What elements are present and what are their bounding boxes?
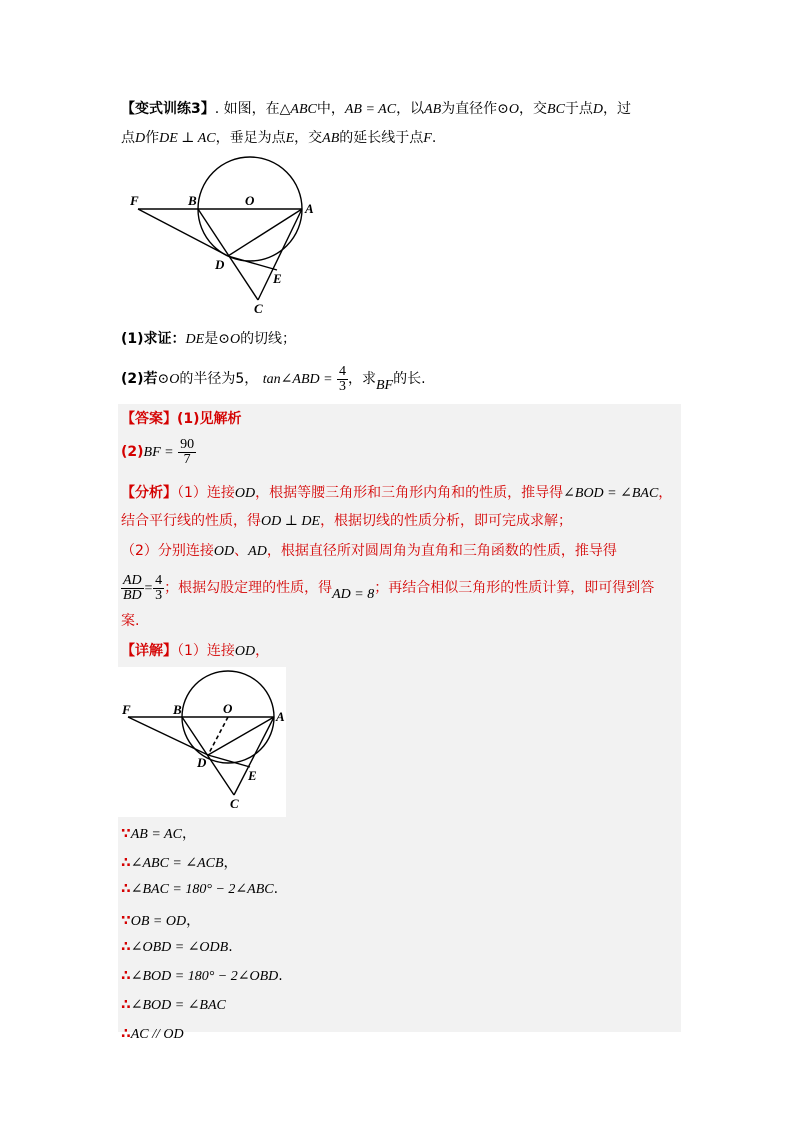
detail-step: ∴AC // OD — [121, 1026, 184, 1042]
detail-step: ∵AB = AC， — [121, 826, 196, 842]
detail-step: ∴∠BOD = 180° − 2∠OBD. — [121, 968, 283, 984]
detail-step: ∴∠BAC = 180° − 2∠ABC. — [121, 881, 279, 897]
problem-line-1: 【变式训练3】. 如图，在△ABC中，AB = AC，以AB为直径作⊙O，交BC于点D，过 — [121, 101, 632, 117]
analysis-line-2: 结合平行线的性质，得OD ⊥ DE，根据切线的性质分析，即可完成求解； — [121, 513, 573, 529]
label-a-2: A — [276, 709, 285, 724]
analysis-line-4: $\frac{AD}{BD}$ = $\frac{4}{3}$ ；根据勾股定理的性质，得AD = 8；再结合相似三角形的性质计算，即可得到答 — [123, 572, 655, 603]
four-thirds-fraction: $\frac{4}{3}$ — [155, 572, 163, 603]
label-f-2: F — [122, 702, 131, 717]
problem-tag: 【变式训练3】 — [121, 101, 215, 117]
label-f: F — [130, 193, 139, 208]
line-de — [228, 256, 277, 270]
geometry-figure-2 — [118, 667, 286, 817]
geometry-figure-1 — [125, 155, 325, 315]
label-e-2: E — [248, 768, 257, 783]
problem-line-2: 点D作DE ⊥ AC，垂足为点E，交AB的延长线于点F. — [121, 130, 437, 146]
detail-step: ∵OB = OD， — [121, 913, 201, 929]
answer-line-2: (2)BF = $\frac{90}{7}$ — [121, 436, 195, 467]
label-o-2: O — [223, 701, 233, 716]
detail-step: ∴∠OBD = ∠ODB. — [121, 939, 233, 955]
label-b-2: B — [173, 702, 182, 717]
answer-tag: 【答案】 — [121, 411, 177, 427]
answer-line-1: 【答案】(1)见解析 — [121, 411, 242, 427]
bf-fraction: $\frac{90}{7}$ — [180, 436, 195, 467]
question-2: (2)若⊙O的半径为5， tan∠ABD = $\frac{4}{3}$ ，求BF的长. — [121, 363, 426, 394]
label-o: O — [245, 193, 255, 208]
label-d: D — [215, 257, 225, 272]
label-c-2: C — [230, 796, 239, 811]
question-1: (1)求证：DE是⊙O的切线； — [121, 331, 297, 347]
detail-step: ∴∠ABC = ∠ACB， — [121, 855, 238, 871]
label-e: E — [273, 271, 282, 286]
analysis-tag: 【分析】 — [121, 485, 177, 501]
analysis-line-5: 案. — [121, 613, 140, 629]
tan-fraction: $\frac{4}{3}$ — [339, 363, 346, 394]
detail-step: ∴∠BOD = ∠BAC — [121, 997, 226, 1013]
detail-line-1: 【详解】（1）连接OD， — [121, 643, 270, 659]
line-bc — [198, 209, 258, 300]
label-b: B — [188, 193, 197, 208]
detail-steps — [121, 823, 283, 1055]
ad-bd-fraction: $\frac{AD}{BD}$ — [123, 572, 142, 603]
analysis-line-1: 【分析】（1）连接OD，根据等腰三角形和三角形内角和的性质，推导得∠BOD = ∠BAC， — [121, 485, 673, 501]
analysis-line-3: （2）分别连接OD、AD，根据直径所对圆周角为直角和三角函数的性质，推导得 — [121, 543, 617, 559]
label-a: A — [305, 201, 314, 216]
label-d-2: D — [197, 755, 207, 770]
detail-tag: 【详解】 — [121, 643, 177, 659]
line-fd — [138, 209, 228, 256]
label-c: C — [254, 301, 263, 315]
